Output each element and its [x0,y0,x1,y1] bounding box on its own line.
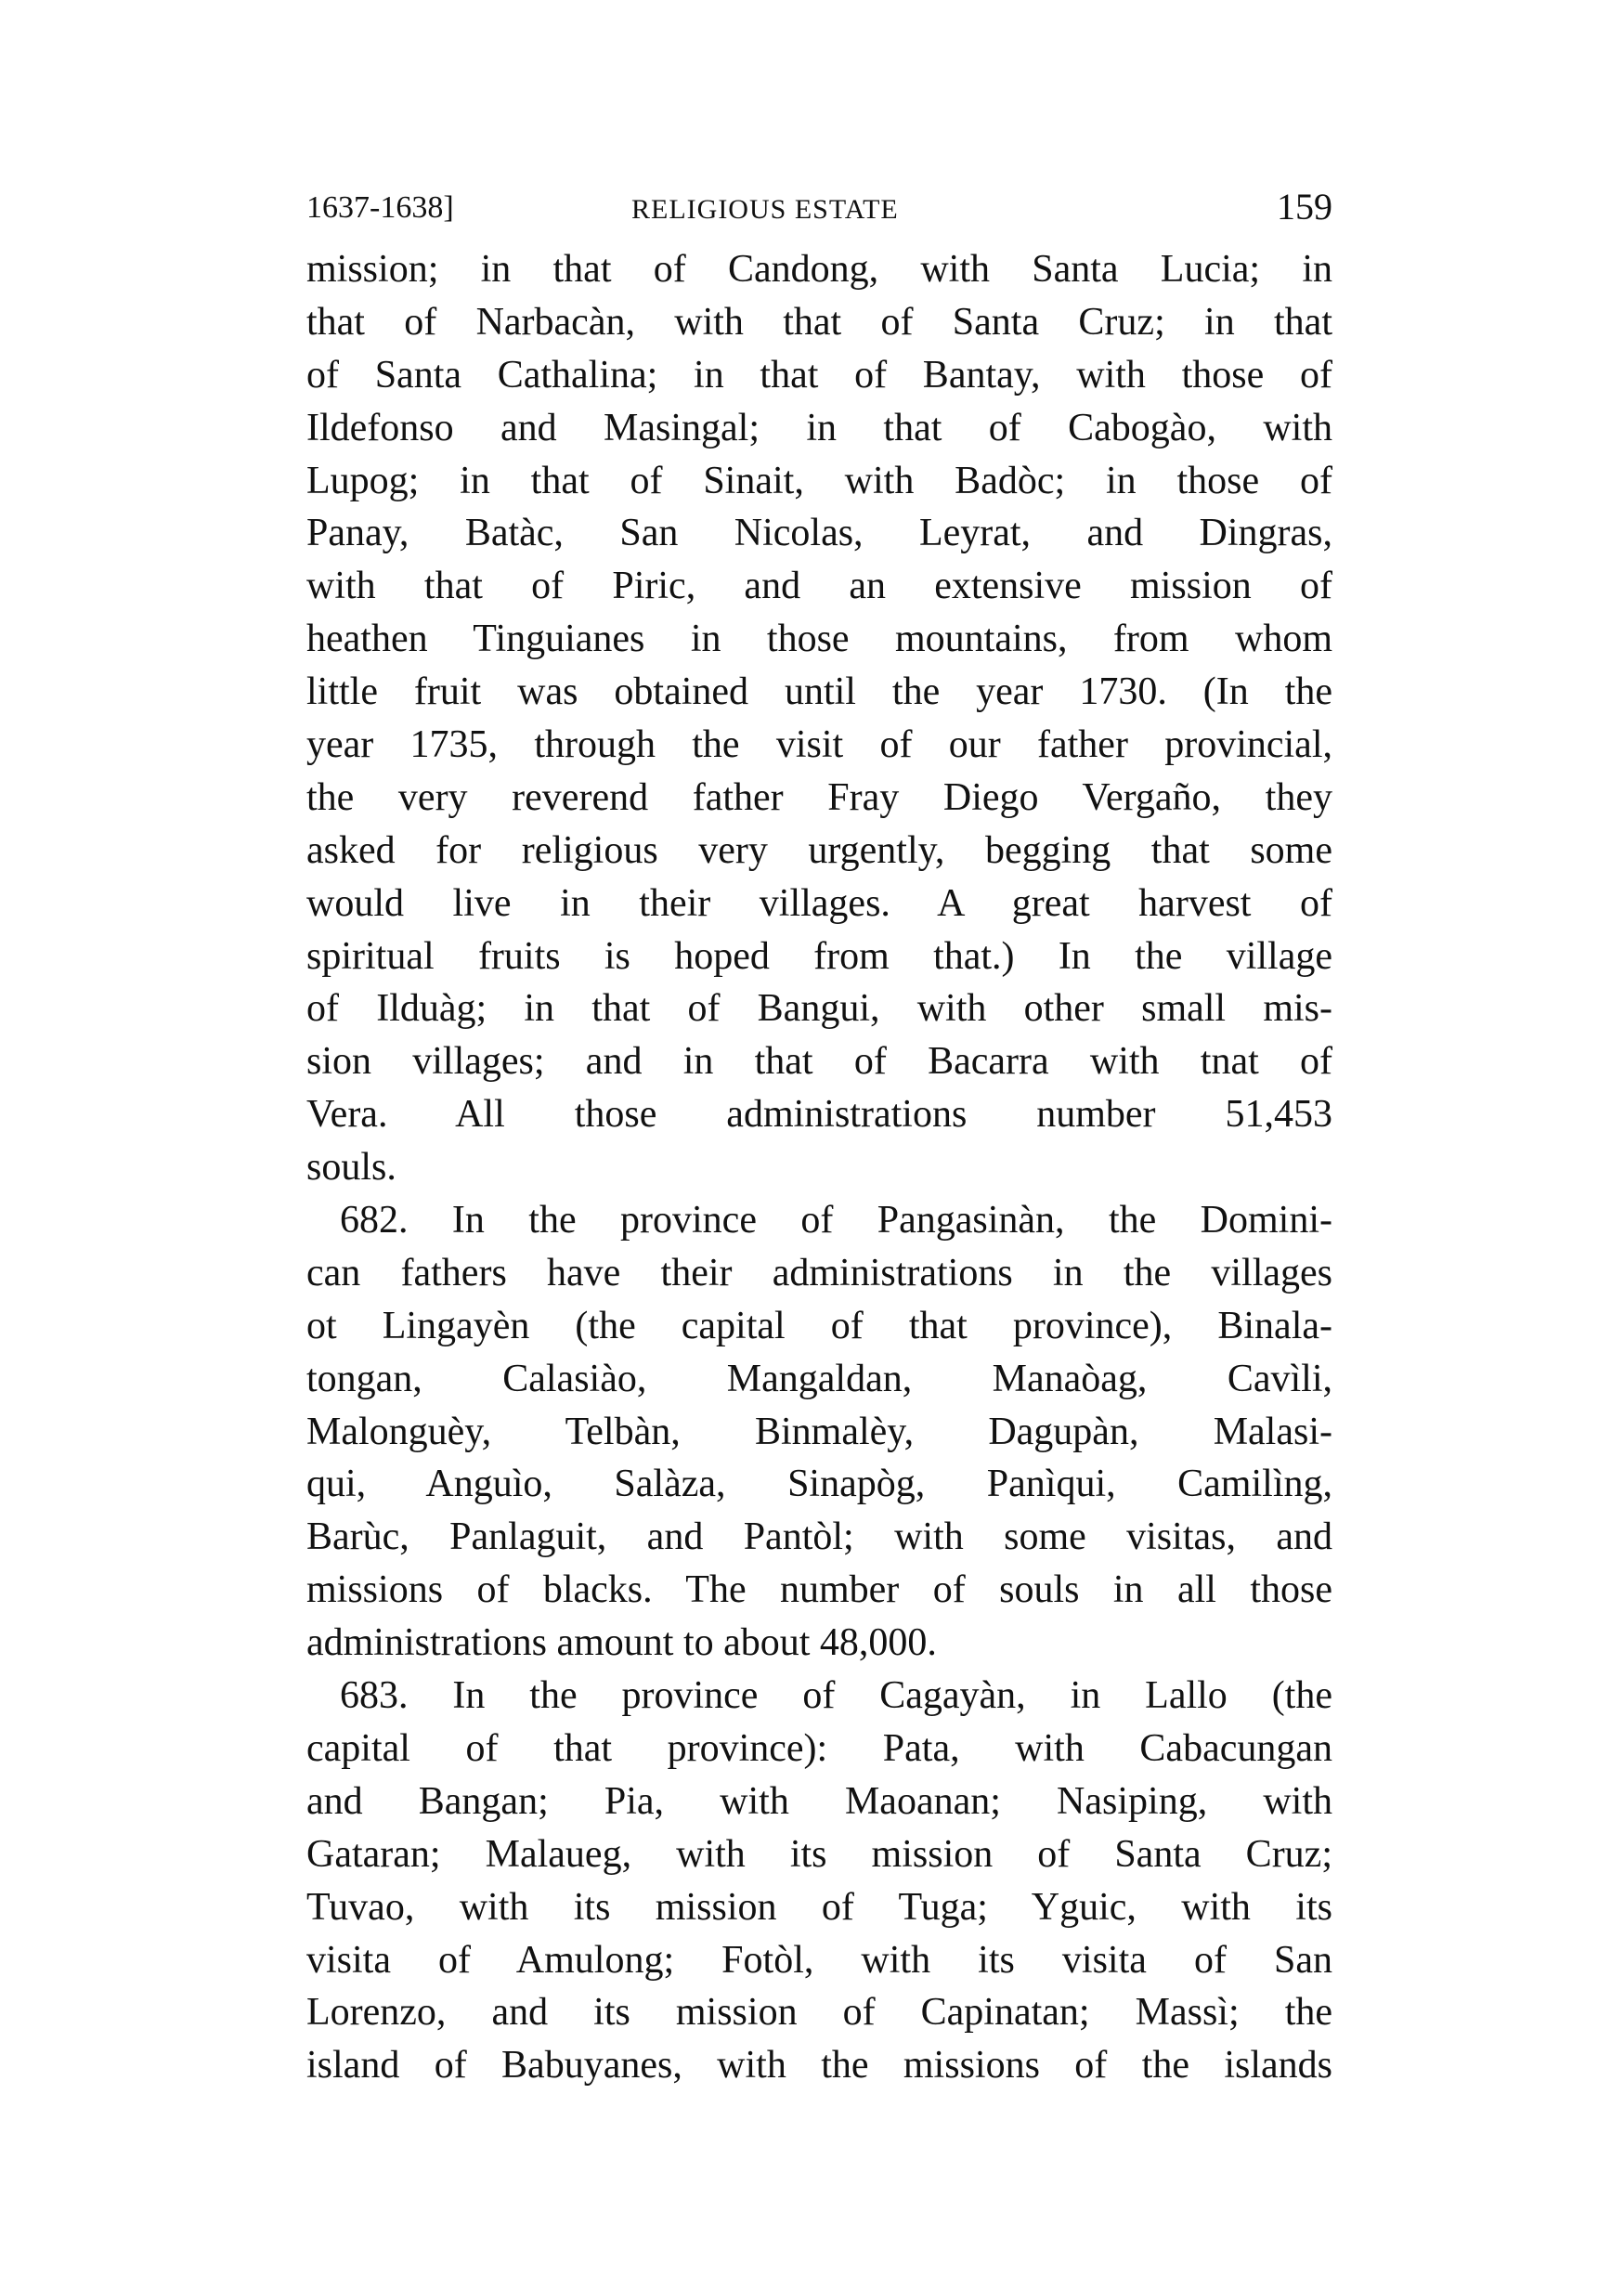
text-line: Ildefonso and Masingal; in that of Cabogào, with [306,406,1332,449]
text-line: that of Narbacàn, with that of Santa Cruz; in that [306,300,1332,344]
text-line: administrations amount to about 48,000. [306,1621,937,1665]
text-line: Panay, Batàc, San Nicolas, Leyrat, and Dingras, [306,512,1332,555]
text-line: with that of Piric, and an extensive mission of [306,565,1332,608]
text-line: of Santa Cathalina; in that of Bantay, with those of [306,353,1332,397]
text-line: visita of Amulong; Fotòl, with its visita of San [306,1938,1332,1982]
text-line: tongan, Calasiào, Mangaldan, Manaòag, Cavìli, [306,1357,1332,1400]
text-line: would live in their villages. A great harvest of [306,881,1332,925]
text-line: 683. In the province of Cagayàn, in Lallo (the [340,1674,1332,1718]
text-line: Malonguèy, Telbàn, Binmalèy, Dagupàn, Malasi- [306,1410,1332,1453]
page-number: 159 [1277,186,1332,228]
text-line: capital of that province): Pata, with Cabacungan [306,1726,1332,1770]
page-body-text [306,243,1332,2092]
text-line: asked for religious very urgently, begging that some [306,828,1332,872]
text-line: sion villages; and in that of Bacarra with tnat of [306,1040,1332,1084]
text-line: and Bangan; Pia, with Maoanan; Nasiping, with [306,1779,1332,1823]
text-line: Barùc, Panlaguit, and Pantòl; with some visitas, and [306,1515,1332,1559]
header-title: RELIGIOUS ESTATE [631,194,899,225]
text-line: Tuvao, with its mission of Tuga; Yguic, with its [306,1885,1332,1929]
text-line: little fruit was obtained until the year 1730. (In the [306,670,1332,714]
text-line: of Ilduàg; in that of Bangui, with other small mis- [306,987,1332,1031]
text-line: 682. In the province of Pangasinàn, the Domini- [340,1199,1332,1242]
text-line: heathen Tinguianes in those mountains, from whom [306,618,1332,661]
text-line: qui, Anguìo, Salàza, Sinapòg, Panìqui, Camilìng, [306,1463,1332,1506]
text-line: ot Lingayèn (the capital of that province), Binala- [306,1304,1332,1347]
running-header [306,186,1332,237]
text-line: island of Babuyanes, with the missions of the islands [306,2044,1332,2087]
text-line: souls. [306,1146,396,1190]
text-line: can fathers have their administrations in the villages [306,1251,1332,1294]
text-line: Gataran; Malaueg, with its mission of Santa Cruz; [306,1832,1332,1876]
text-line: Lorenzo, and its mission of Capinatan; Massì; the [306,1991,1332,2035]
text-line: mission; in that of Candong, with Santa Lucia; in [306,248,1332,291]
text-line: year 1735, through the visit of our father provincial, [306,723,1332,767]
text-line: Lupog; in that of Sinait, with Badòc; in those of [306,459,1332,502]
text-line: Vera. All those administrations number 51,453 [306,1093,1332,1137]
text-line: spiritual fruits is hoped from that.) In the village [306,934,1332,978]
text-line: the very reverend father Fray Diego Vergaño, they [306,775,1332,819]
header-date-range: 1637-1638] [306,190,454,225]
text-line: missions of blacks. The number of souls in all those [306,1568,1332,1612]
